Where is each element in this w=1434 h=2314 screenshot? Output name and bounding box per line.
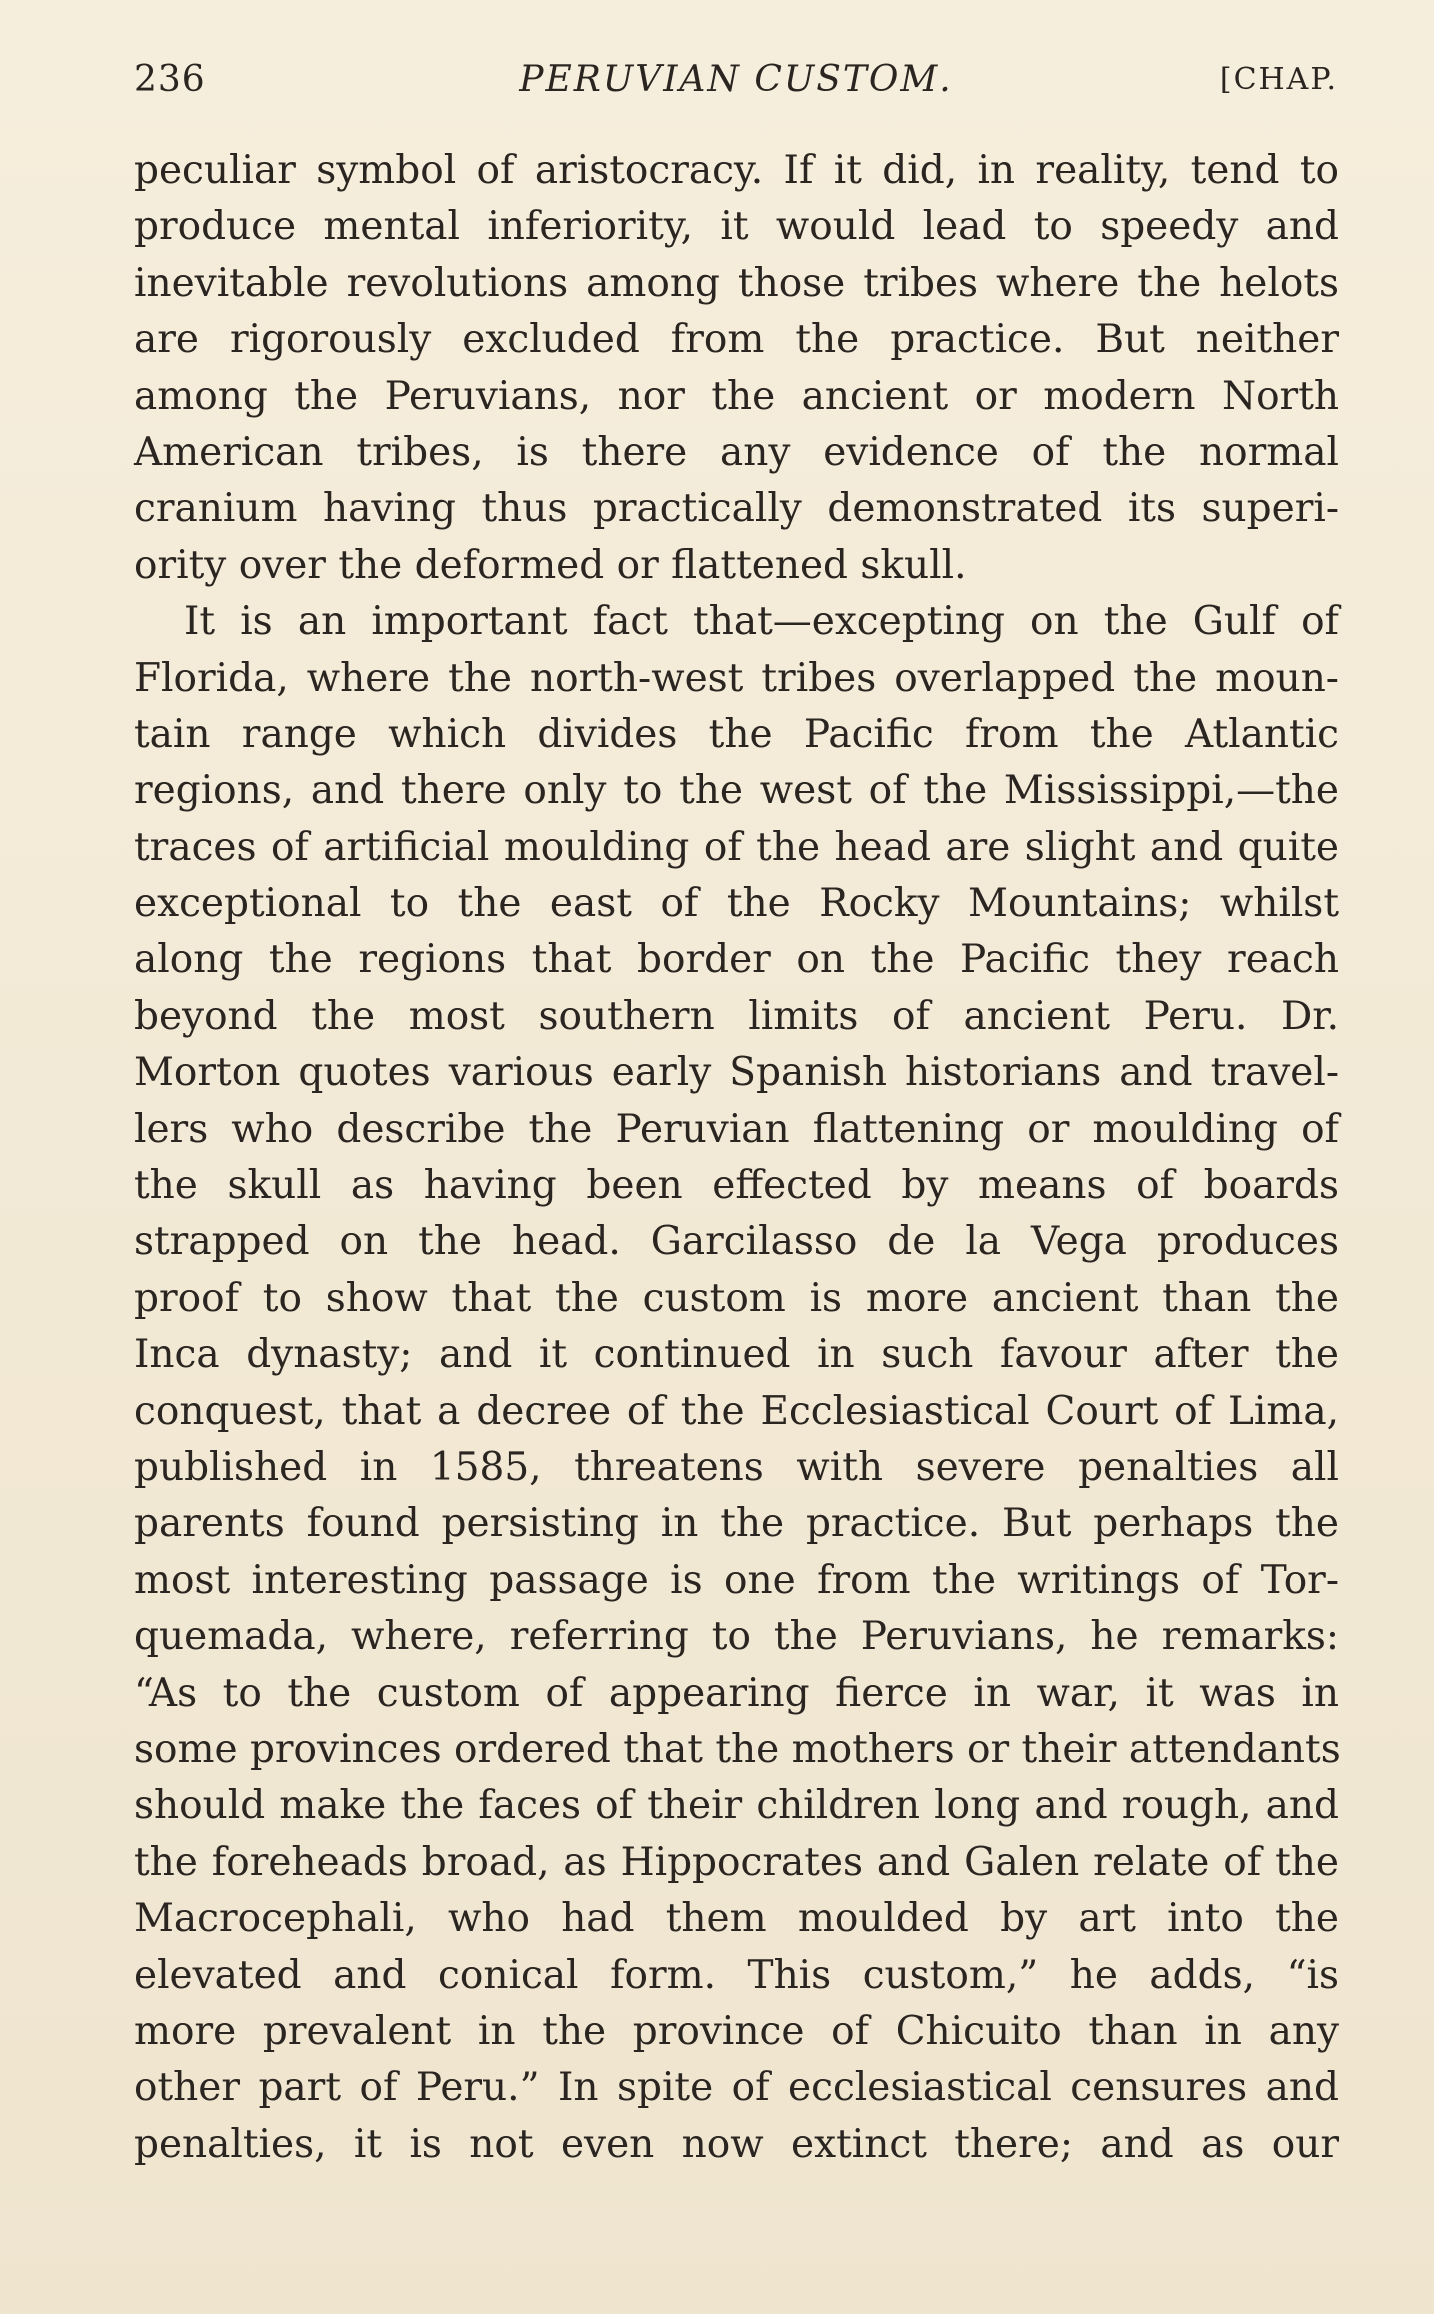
text-line: ority over the deformed or flattened skull. [134, 542, 967, 588]
text-line: other part of Peru.” In spite of ecclesiastical censures and [134, 2065, 1339, 2111]
text-line: lers who describe the Peruvian flattening or moulding of [134, 1106, 1339, 1152]
text-line: published in 1585, threatens with severe penalties all [134, 1444, 1339, 1490]
text-line: inevitable revolutions among those tribes where the helots [134, 260, 1339, 306]
page-header [134, 50, 1338, 110]
text-line: peculiar symbol of aristocracy. If it did, in reality, tend to [134, 148, 1339, 193]
text-line: most interesting passage is one from the writings of Tor- [134, 1557, 1339, 1603]
text-line: strapped on the head. Garcilasso de la Vega produces [134, 1219, 1339, 1265]
text-line: the skull as having been effected by means of boards [134, 1163, 1339, 1209]
text-line: parents found persisting in the practice. But perhaps the [134, 1501, 1339, 1547]
text-line: elevated and conical form. This custom,” he adds, “is [134, 1952, 1339, 1998]
text-line: along the regions that border on the Pacific they reach [134, 937, 1339, 983]
text-line: tain range which divides the Pacific from the Atlantic [134, 711, 1339, 757]
text-line: Morton quotes various early Spanish historians and travel- [134, 1050, 1339, 1096]
text-line: more prevalent in the province of Chicuito than in any [134, 2008, 1339, 2054]
text-line: quemada, where, referring to the Peruvians, he remarks: [134, 1614, 1339, 1660]
page-number: 236 [134, 59, 206, 100]
text-line: produce mental inferiority, it would lead to speedy and [134, 204, 1339, 250]
text-line: are rigorously excluded from the practice. But neither [134, 317, 1339, 363]
text-line: Inca dynasty; and it continued in such favour after the [134, 1332, 1339, 1378]
text-line: traces of artificial moulding of the head are slight and quite [134, 824, 1339, 870]
text-line: proof to show that the custom is more ancient than the [134, 1275, 1339, 1321]
text-line: should make the faces of their children long and rough, and [134, 1783, 1339, 1829]
text-line: penalties, it is not even now extinct there; and as our [134, 2121, 1339, 2167]
text-line: exceptional to the east of the Rocky Mountains; whilst [134, 881, 1339, 927]
chapter-marker: [CHAP. [1219, 62, 1338, 97]
text-line: cranium having thus practically demonstrated its superi- [134, 486, 1339, 532]
text-line: conquest, that a decree of the Ecclesiastical Court of Lima, [134, 1388, 1339, 1434]
text-line: Macrocephali, who had them moulded by art into the [134, 1896, 1339, 1942]
text-line: “As to the custom of appearing fierce in war, it was in [134, 1670, 1339, 1716]
text-line: American tribes, is there any evidence of the normal [134, 429, 1339, 475]
text-line: regions, and there only to the west of the Mississippi,—the [134, 768, 1339, 814]
text-line: some provinces ordered that the mothers or their attendants [134, 1726, 1341, 1772]
text-line: the foreheads broad, as Hippocrates and Galen relate of the [134, 1839, 1339, 1885]
text-line: among the Peruvians, nor the ancient or modern North [134, 373, 1339, 419]
body-text [134, 143, 1339, 2173]
text-line: Florida, where the north-west tribes overlapped the moun- [134, 655, 1339, 701]
text-line: It is an important fact that—excepting on the Gulf of [184, 599, 1339, 645]
running-title: PERUVIAN CUSTOM. [519, 59, 953, 100]
text-line: beyond the most southern limits of ancient Peru. Dr. [134, 993, 1339, 1039]
